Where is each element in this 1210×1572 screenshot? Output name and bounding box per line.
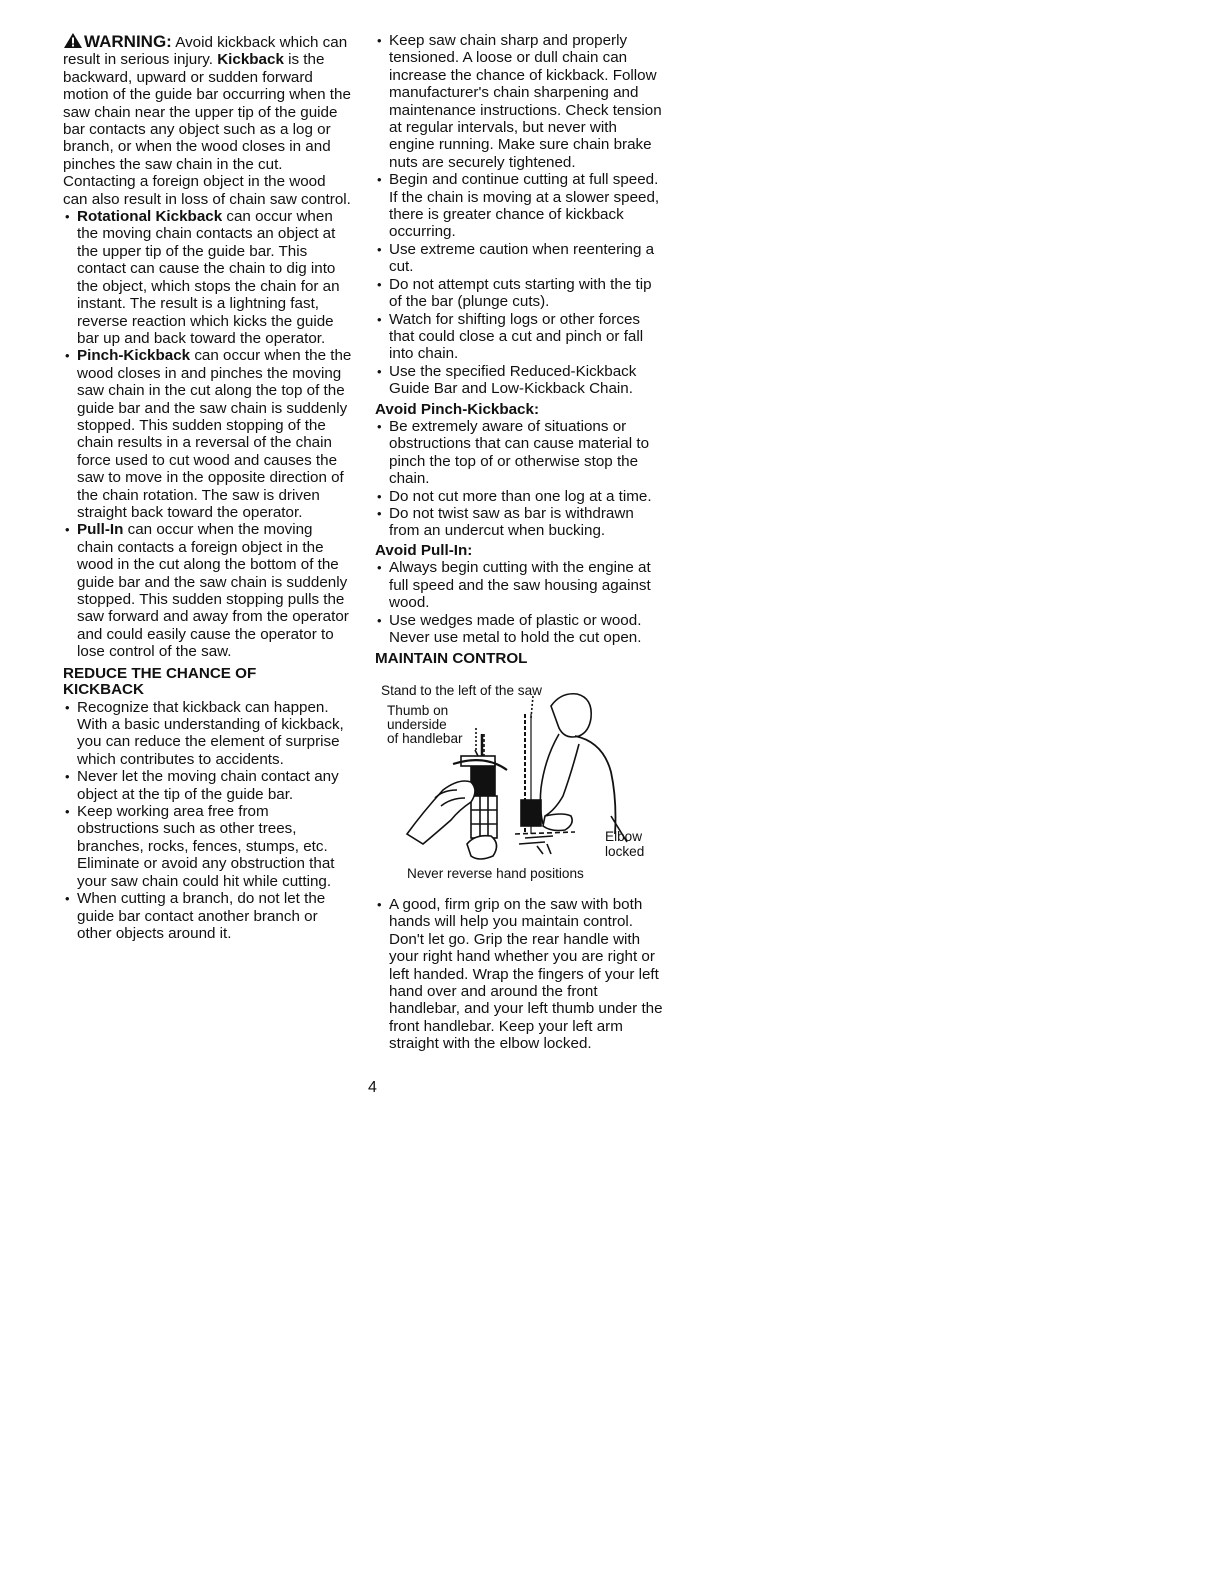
kickback-term: Kickback: [217, 51, 284, 69]
figure-label-elbow-2: locked: [605, 843, 645, 859]
warning-body: is the backward, upward or sudden forward motion of the guide bar occurring when the saw chain near the upper tip of the guide bar contacts any object such as a log or branch, or when the wood closes in and pinches the saw chain in the cut. Contacting a foreign object in the wood can also result in loss of chain saw control.: [63, 51, 351, 208]
list-item: • Use the specified Reduced-Kickback Guide Bar and Low-Kickback Chain.: [375, 363, 665, 398]
list-item: • Begin and continue cutting at full speed. If the chain is moving at a slower speed, there is greater chance of kickback occurring.: [375, 171, 665, 241]
list-item: • Always begin cutting with the engine at full speed and the saw housing against wood.: [375, 559, 665, 611]
avoid-pinch-list: [375, 418, 665, 540]
list-item: • Use wedges made of plastic or wood. Never use metal to hold the cut open.: [375, 612, 665, 647]
list-item: • Use extreme caution when reentering a cut.: [375, 241, 665, 276]
warning-triangle-icon: [63, 32, 83, 49]
list-item: • Pinch-Kickback can occur when the the wood closes in and pinches the moving saw chain in the cut along the top of the guide bar and the saw chain is suddenly stopped. This sudden stopping of the chain results in a reversal of the chain force used to cut wood and causes the saw to move in the opposite direction of the chain rotation. The saw is driven straight back toward the operator.: [63, 347, 353, 521]
list-item: • Rotational Kickback can occur when the moving chain contacts an object at the upper tip of the guide bar. This contact can cause the chain to dig into the object, which stops the chain for an instant. The result is a lightning fast, reverse reaction which kicks the guide bar up and back toward the operator.: [63, 208, 353, 347]
list-item: • Do not attempt cuts starting with the tip of the bar (plunge cuts).: [375, 276, 665, 311]
list-item: • Do not twist saw as bar is withdrawn from an undercut when bucking.: [375, 505, 665, 540]
figure-label-thumb-1: Thumb on: [387, 702, 449, 718]
list-item: • Recognize that kickback can happen. With a basic understanding of kickback, you can reduce the element of surprise which contributes to accidents.: [63, 699, 353, 769]
avoid-pullin-list: [375, 559, 665, 646]
figure-label-stand: Stand to the left of the saw: [381, 682, 542, 698]
figure-label-thumb-2: underside: [387, 716, 447, 732]
right-column: [375, 32, 665, 1053]
figure-label-thumb-3: of handlebar: [387, 730, 463, 746]
warning-label: WARNING:: [84, 32, 172, 51]
warning-lead: Avoid kickback which can result in serious injury.: [63, 34, 348, 69]
list-item: • Do not cut more than one log at a time.: [375, 488, 665, 505]
list-item: • When cutting a branch, do not let the guide bar contact another branch or other objects around it.: [63, 890, 353, 942]
reduce-heading: REDUCE THE CHANCE OF KICKBACK: [63, 664, 257, 699]
page-number: 4: [368, 1079, 377, 1096]
list-item: • Keep working area free from obstructions such as other trees, branches, rocks, fences, stumps, etc. Eliminate or avoid any obstruction that your saw chain could hit while cutting.: [63, 803, 353, 890]
list-item: • Never let the moving chain contact any object at the tip of the guide bar.: [63, 768, 353, 803]
avoid-pinch-heading: Avoid Pinch-Kickback:: [375, 400, 540, 418]
maintain-control-list: [375, 896, 665, 1053]
list-item: • A good, firm grip on the saw with both hands will help you maintain control. Don't let go. Grip the rear handle with your right hand whether you are right or left handed. Wrap the fingers of your left hand over and around the front handlebar, and your left thumb under the front handlebar. Keep your left arm straight with the elbow locked.: [375, 896, 665, 1053]
avoid-pullin-heading: Avoid Pull-In:: [375, 541, 473, 559]
kickback-types-list: [63, 208, 353, 661]
left-column: [63, 32, 353, 942]
reduce-list: [63, 699, 353, 943]
warning-paragraph: [63, 32, 353, 208]
list-item: • Be extremely aware of situations or obstructions that can cause material to pinch the top of or otherwise stop the chain.: [375, 418, 665, 488]
list-item: • Pull-In can occur when the moving chain contacts a foreign object in the wood in the cut along the bottom of the guide bar and the saw chain is suddenly stopped. This sudden stopping pulls the saw forward and away from the operator and could easily cause the operator to lose control of the saw.: [63, 521, 353, 660]
list-item: • Watch for shifting logs or other forces that could close a cut and pinch or fall into chain.: [375, 311, 665, 363]
maintain-control-figure: [375, 684, 665, 894]
list-item: • Keep saw chain sharp and properly tensioned. A loose or dull chain can increase the chance of kickback. Follow manufacturer's chain sharpening and maintenance instructions. Check tension at regular intervals, but never with engine running. Make sure chain brake nuts are securely tightened.: [375, 32, 665, 171]
figure-caption: Never reverse hand positions: [407, 865, 584, 881]
figure-label-elbow-1: Elbow: [605, 828, 643, 844]
maintain-control-heading: MAINTAIN CONTROL: [375, 650, 528, 668]
chain-safety-list: [375, 32, 665, 398]
